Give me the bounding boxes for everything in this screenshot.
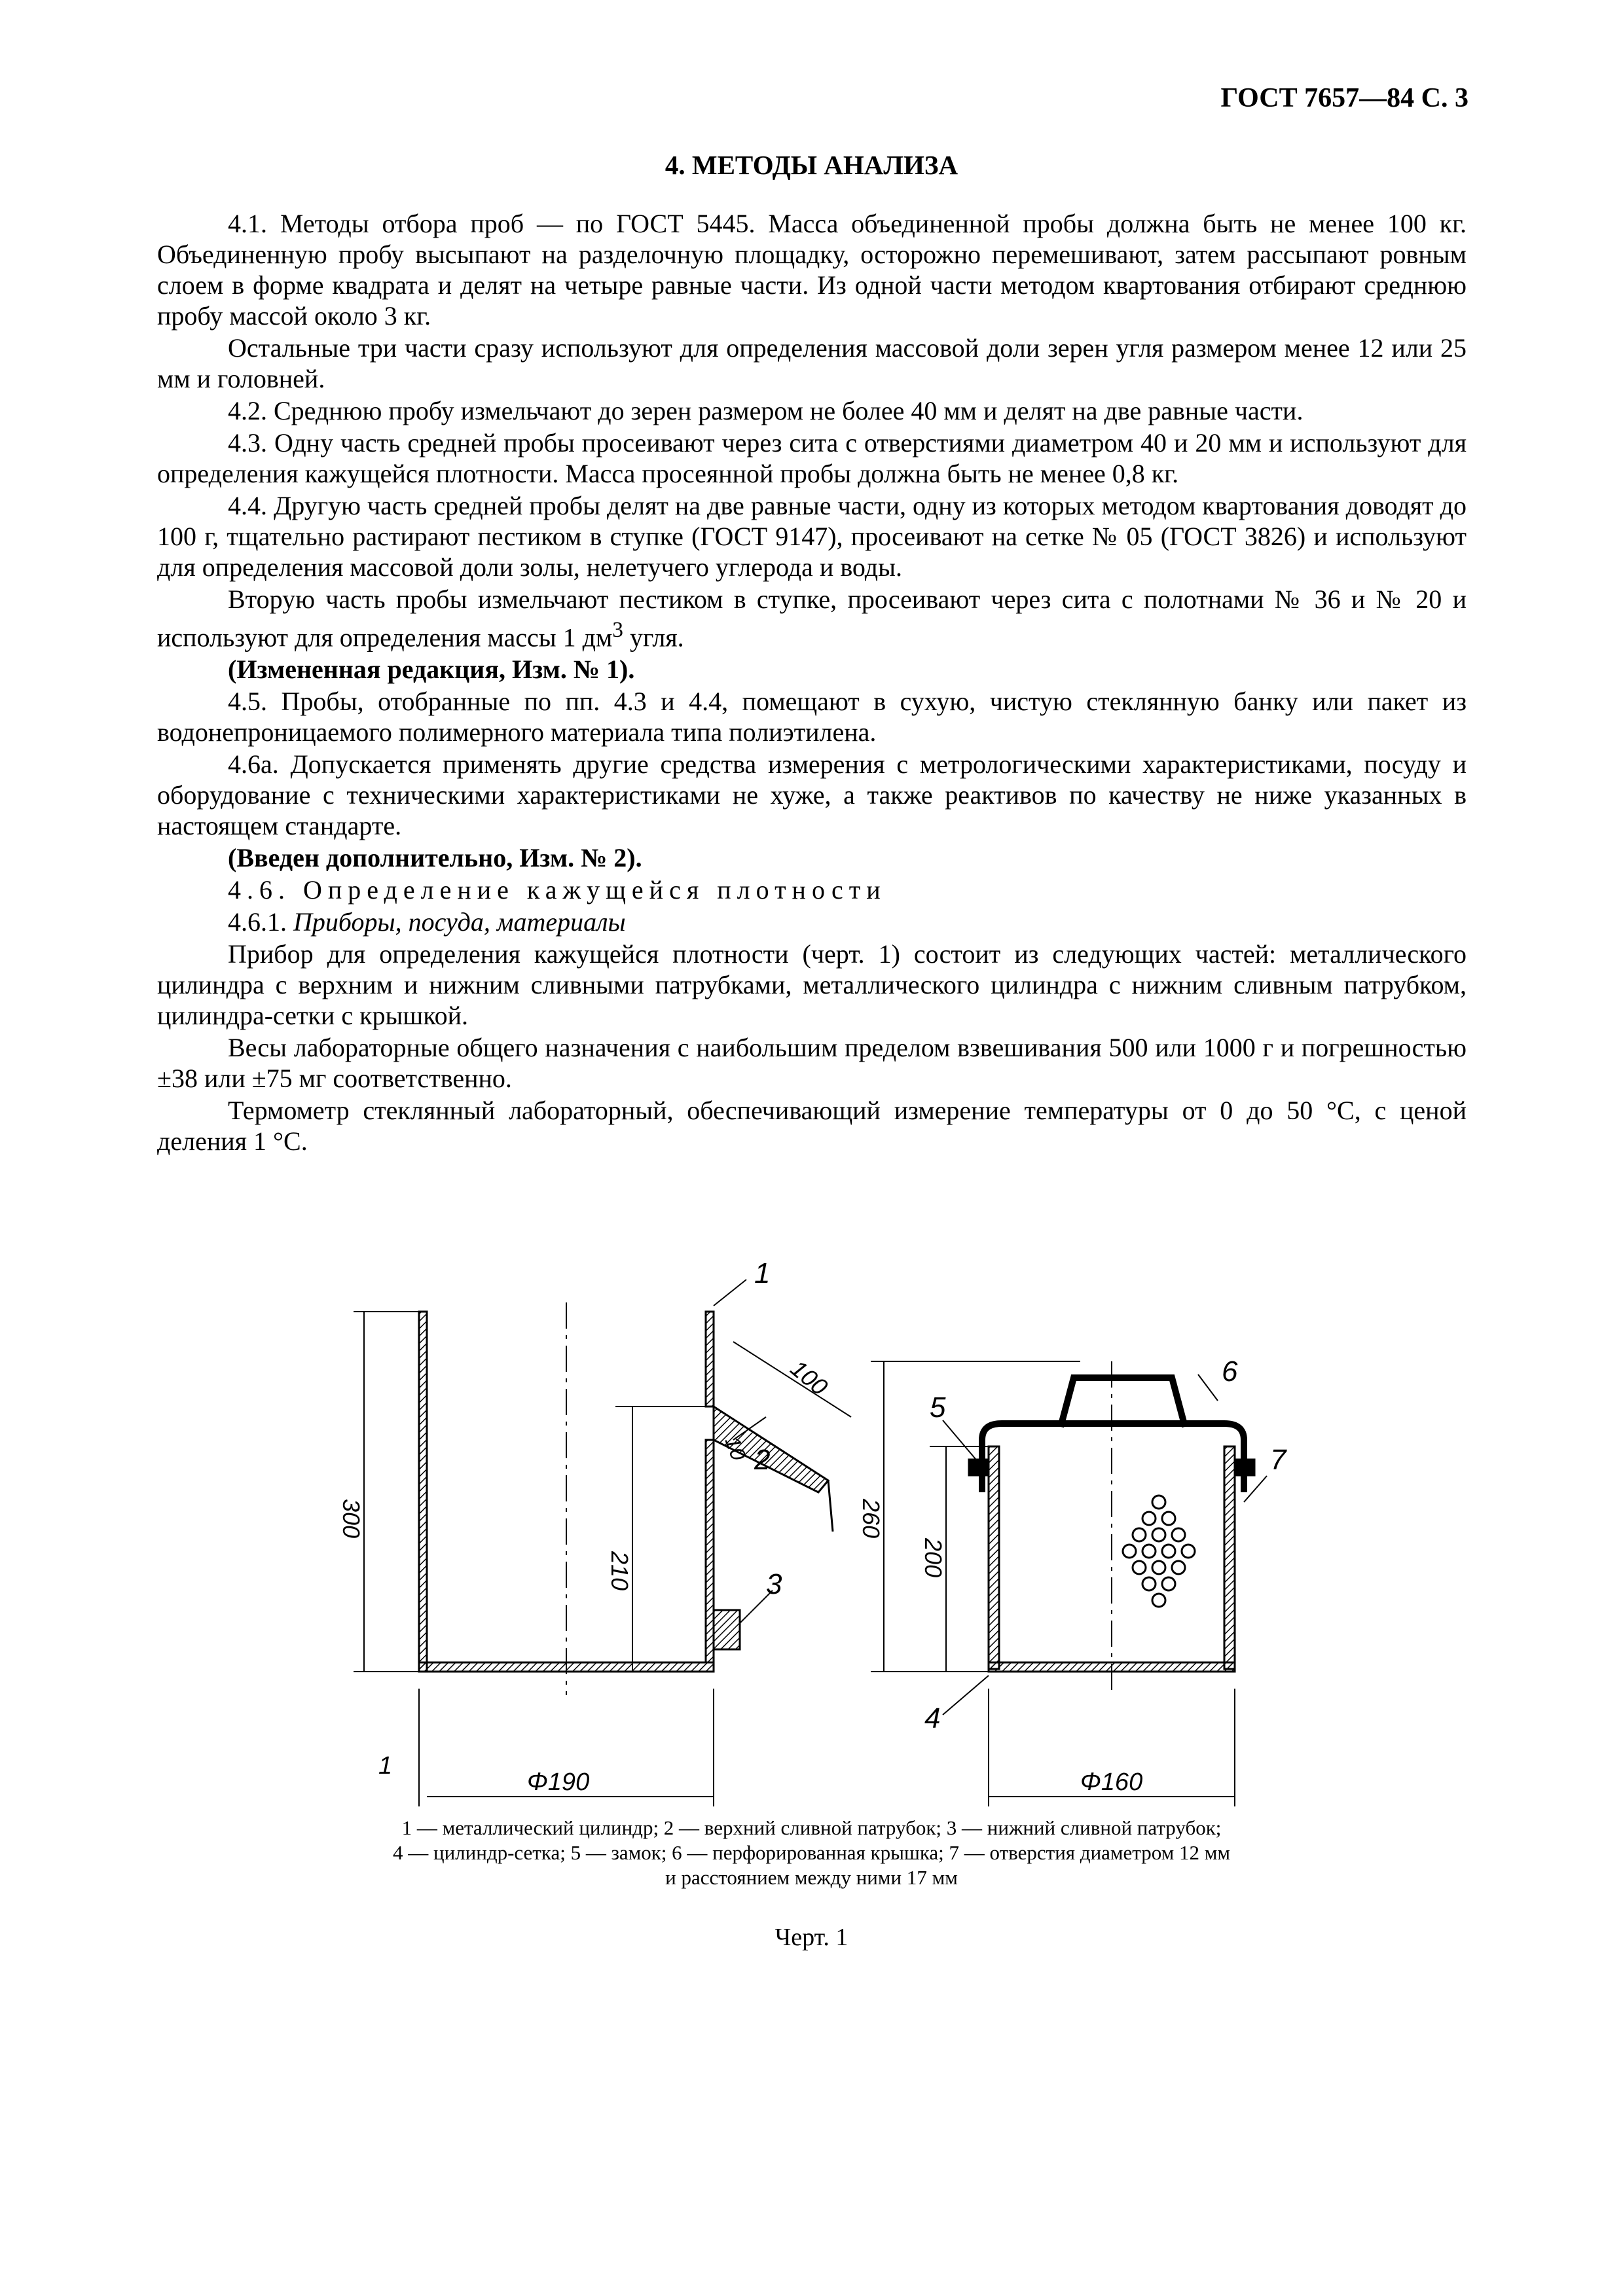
part-label: 6 <box>1222 1355 1238 1388</box>
technical-drawing <box>0 1244 1623 1806</box>
dimension-label: 300 <box>338 1499 365 1539</box>
part-label: 3 <box>766 1568 782 1600</box>
paragraph-4-5: 4.5. Пробы, отобранные по пп. 4.3 и 4.4, помещают в сухую, чистую стеклянную банку или пакет из водонепроницаемого полимерного материала типа полиэтилена. <box>157 687 1467 747</box>
dimension-label: 200 <box>920 1538 947 1578</box>
amendment-note-1: (Измененная редакция, Изм. № 1). <box>228 655 635 685</box>
section-title: 4. МЕТОДЫ АНАЛИЗА <box>665 150 958 180</box>
dimension-label: Φ160 <box>1080 1768 1143 1796</box>
part-label: 2 <box>754 1444 771 1476</box>
paragraph-4-2: 4.2. Среднюю пробу измельчают до зерен размером не более 40 мм и делят на две равные части. <box>228 396 1304 425</box>
dimension-label: Φ190 <box>527 1768 590 1796</box>
part-label: 5 <box>930 1391 946 1424</box>
subsection-heading: Приборы, посуда, материалы <box>293 907 626 937</box>
paragraph-scales: Весы лабораторные общего назначения с наибольшим пределом взвешивания 500 или 1000 г и погрешностью ±38 или ±75 мг соответственно. <box>157 1033 1467 1094</box>
paragraph-text: угля. <box>623 622 684 653</box>
part-label: 7 <box>1270 1444 1286 1476</box>
paragraph-4-1-continued: Остальные три части сразу используют для определения массовой доли зерен угля размером менее 12 или 25 мм и головней. <box>157 333 1467 393</box>
figure-caption <box>0 1816 1623 1890</box>
dimension-label: 1 <box>378 1752 393 1780</box>
dimension-label: 100 <box>785 1354 833 1401</box>
cylinder-drawing <box>354 1280 851 1806</box>
subsection-title-4-6-1 <box>157 906 1467 937</box>
amendment-note-2: (Введен дополнительно, Изм. № 2). <box>228 843 642 873</box>
caption-line: 1 — металлический цилиндр; 2 — верхний сливной патрубок; 3 — нижний сливной патрубок; <box>401 1816 1222 1839</box>
subsection-number: 4.6.1. <box>228 907 293 937</box>
sieve-cylinder-drawing <box>871 1361 1267 1806</box>
part-label: 1 <box>754 1257 771 1289</box>
document-header: ГОСТ 7657—84 С. 3 <box>1220 83 1468 113</box>
part-label: 4 <box>924 1702 941 1734</box>
paragraph-text: Вторую часть пробы измельчают пестиком в ступке, просеивают через сита с полотнами № 36 и № 20 и используют для определения массы 1 дм <box>157 584 1467 653</box>
caption-line: и расстоянием между ними 17 мм <box>665 1866 958 1889</box>
paragraph-4-4: 4.4. Другую часть средней пробы делят на две равные части, одну из которых методом квартования доводят до 100 г, тщательно растирают пестиком в ступке (ГОСТ 9147), просеивают на сетке № 05 (ГОСТ 3826) и используют для определения массовой доли золы, нелетучего углерода и воды. <box>157 491 1467 582</box>
paragraph-4-3: 4.3. Одну часть средней пробы просеивают через сита с отверстиями диаметром 40 и 20 мм и используют для определения кажущейся плотности. Масса просеянной пробы должна быть не менее 0,8 кг. <box>157 428 1467 488</box>
paragraph-4-6a: 4.6а. Допускается применять другие средства измерения с метрологическими характеристиками, посуду и оборудование с техническими характеристиками не хуже, а также реактивов по качеству не ниже указанных в настоящем стандарте. <box>157 749 1467 841</box>
paragraph-device: Прибор для определения кажущейся плотности (черт. 1) состоит из следующих частей: металлического цилиндра с верхним и нижним сливными патрубками, металлического цилиндра с нижним сливным патрубком, цилиндра-сетки с крышкой. <box>157 939 1467 1031</box>
paragraph-4-4-continued <box>157 584 1467 653</box>
body-text <box>157 208 1467 1158</box>
subsection-title-4-6: 4.6. Определение кажущейся плотности <box>228 875 886 905</box>
dimension-label: 10 <box>720 1433 751 1463</box>
paragraph-4-1: 4.1. Методы отбора проб — по ГОСТ 5445. Масса объединенной пробы должна быть не менее 100 кг. Объединенную пробу высыпают на разделочную площадку, осторожно перемешивают, затем рассыпают ровным слоем в форме квадрата и делят на четыре равные части. Из одной части методом квартования отбирают среднюю пробу массой около 3 кг. <box>157 209 1467 331</box>
figure-label: Черт. 1 <box>775 1924 848 1951</box>
caption-line: 4 — цилиндр-сетка; 5 — замок; 6 — перфорированная крышка; 7 — отверстия диаметром 12 мм <box>392 1841 1230 1864</box>
dimension-label: 260 <box>858 1499 884 1539</box>
superscript: 3 <box>612 618 623 642</box>
dimension-label: 210 <box>606 1551 633 1591</box>
paragraph-thermometer: Термометр стеклянный лабораторный, обеспечивающий измерение температуры от 0 до 50 °С, с ценой деления 1 °С. <box>157 1096 1467 1157</box>
